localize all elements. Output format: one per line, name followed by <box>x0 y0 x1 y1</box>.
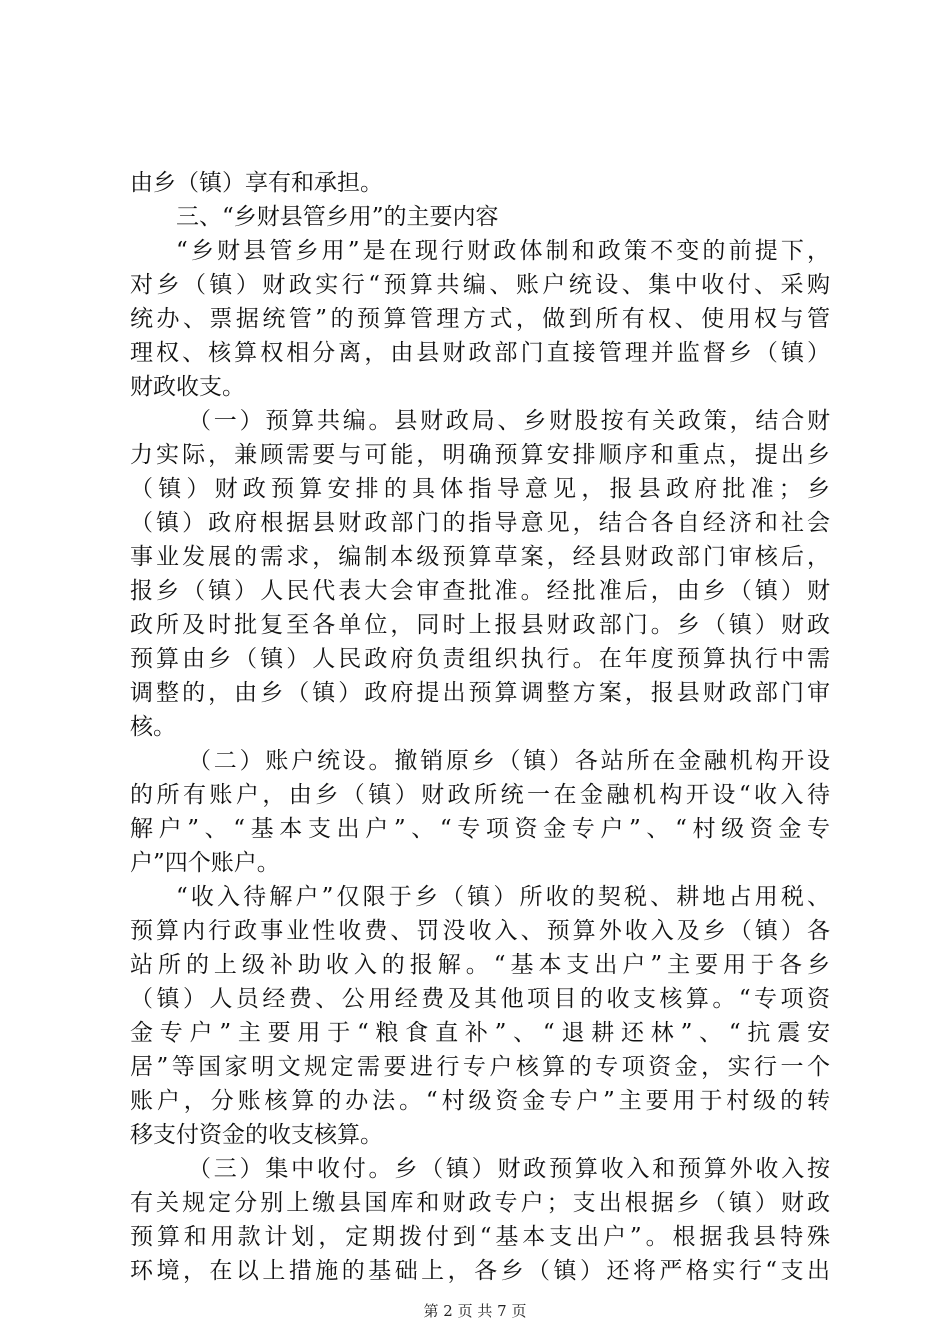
text-line: 站所的上级补助收入的报解。“基本支出户”主要用于各乡 <box>130 952 830 978</box>
document-body <box>130 166 830 1288</box>
text-line: （二）账户统设。撤销原乡（镇）各站所在金融机构开设 <box>188 748 830 774</box>
text-line: 事业发展的需求，编制本级预算草案，经县财政部门审核后， <box>130 544 830 570</box>
text-line: 调整的，由乡（镇）政府提出预算调整方案，报县财政部门审 <box>130 680 830 706</box>
text-line: 力实际，兼顾需要与可能，明确预算安排顺序和重点，提出乡 <box>130 442 830 468</box>
text-line: （镇）财政预算安排的具体指导意见，报县政府批准；乡 <box>130 476 830 502</box>
text-line: 对乡（镇）财政实行“预算共编、账户统设、集中收付、采购 <box>130 272 830 298</box>
text-line: 居”等国家明文规定需要进行专户核算的专项资金，实行一个 <box>130 1054 830 1080</box>
text-line: 政所及时批复至各单位，同时上报县财政部门。乡（镇）财政 <box>130 612 830 638</box>
text-line: 预算由乡（镇）人民政府负责组织执行。在年度预算执行中需 <box>130 646 830 672</box>
text-line: 账户，分账核算的办法。“村级资金专户”主要用于村级的转 <box>130 1088 830 1114</box>
text-line: 移支付资金的收支核算。 <box>130 1122 383 1148</box>
text-line: 有关规定分别上缴县国库和财政专户；支出根据乡（镇）财政 <box>130 1190 830 1216</box>
text-line: 由乡（镇）享有和承担。 <box>130 170 383 196</box>
page-footer: 第 2 页 共 7 页 <box>423 1302 527 1320</box>
text-line: 财政收支。 <box>130 374 245 400</box>
text-line: 的所有账户，由乡（镇）财政所统一在金融机构开设“收入待 <box>130 782 830 808</box>
text-line: 核。 <box>130 714 176 740</box>
text-line: 金专户”主要用于“粮食直补”、“退耕还林”、“抗震安 <box>130 1020 830 1046</box>
text-line: 三、“乡财县管乡用”的主要内容 <box>176 204 499 230</box>
text-line: （一）预算共编。县财政局、乡财股按有关政策，结合财 <box>188 408 830 434</box>
text-line: 预算和用款计划，定期拨付到“基本支出户”。根据我县特殊 <box>130 1224 830 1250</box>
text-line: （三）集中收付。乡（镇）财政预算收入和预算外收入按 <box>188 1156 830 1182</box>
text-line: 解户”、“基本支出户”、“专项资金专户”、“村级资金专 <box>130 816 830 842</box>
text-line: （镇）政府根据县财政部门的指导意见，结合各自经济和社会 <box>130 510 830 536</box>
text-line: 报乡（镇）人民代表大会审查批准。经批准后，由乡（镇）财 <box>130 578 830 604</box>
text-line: 统办、票据统管”的预算管理方式，做到所有权、使用权与管 <box>130 306 830 332</box>
text-line: “收入待解户”仅限于乡（镇）所收的契税、耕地占用税、 <box>176 884 830 910</box>
text-line: 理权、核算权相分离，由县财政部门直接管理并监督乡（镇） <box>130 340 830 366</box>
text-line: 户”四个账户。 <box>130 850 280 876</box>
text-line: “乡财县管乡用”是在现行财政体制和政策不变的前提下， <box>176 238 830 264</box>
text-line: （镇）人员经费、公用经费及其他项目的收支核算。“专项资 <box>130 986 830 1012</box>
text-line: 预算内行政事业性收费、罚没收入、预算外收入及乡（镇）各 <box>130 918 830 944</box>
text-line: 环境，在以上措施的基础上，各乡（镇）还将严格实行“支出 <box>130 1258 830 1284</box>
